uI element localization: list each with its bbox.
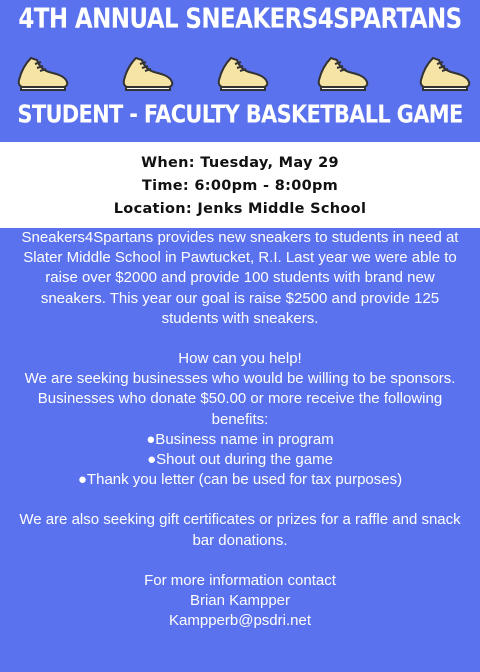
intro-line: Slater Middle School in Pawtucket, R.I. Last year we were able to <box>23 249 457 267</box>
sneaker-icon <box>313 50 373 96</box>
contact-email: Kampperb@psdri.net <box>169 612 311 630</box>
spacer <box>0 490 480 510</box>
benefit-item: ●Thank you letter (can be used for tax purposes) <box>77 471 403 489</box>
event-location: Location: Jenks Middle School <box>113 201 367 217</box>
contact-heading: For more information contact <box>144 571 336 589</box>
benefit-item: ●Shout out during the game <box>147 451 333 469</box>
contact-name: Brian Kampper <box>189 592 291 610</box>
help-heading: How can you help! <box>178 350 302 368</box>
spacer <box>0 329 480 349</box>
event-subtitle: STUDENT - FACULTY BASKETBALL GAME <box>17 99 463 129</box>
spacer <box>0 551 480 571</box>
help-line: benefits: <box>211 410 269 428</box>
sneaker-icon <box>118 50 178 96</box>
event-date: When: Tuesday, May 29 <box>141 155 339 171</box>
seeking-line: bar donations. <box>192 531 288 549</box>
event-title: 4TH ANNUAL SNEAKERS4SPARTANS <box>18 3 462 35</box>
intro-line: students with sneakers. <box>161 309 319 327</box>
help-line: Businesses who donate $50.00 or more receive the following <box>37 390 443 408</box>
help-line: We are seeking businesses who would be willing to be sponsors. <box>24 370 456 388</box>
intro-line: Sneakers4Spartans provides new sneakers to students in need at <box>21 229 459 246</box>
seeking-line: We are also seeking gift certificates or prizes for a raffle and snack <box>19 511 461 529</box>
flyer-body <box>0 228 480 631</box>
event-time: Time: 6:00pm - 8:00pm <box>141 178 339 194</box>
sneaker-icon <box>13 50 73 96</box>
sneaker-icon <box>213 50 273 96</box>
intro-line: raise over $2000 and provide 100 students with brand new <box>45 269 435 287</box>
sneaker-icon <box>415 50 475 96</box>
benefit-item: ●Business name in program <box>146 430 334 448</box>
event-details-band <box>0 142 480 228</box>
flyer-header <box>0 0 480 142</box>
sneaker-row <box>0 50 480 96</box>
intro-line: sneakers. This year our goal is raise $2500 and provide 125 <box>40 289 440 307</box>
